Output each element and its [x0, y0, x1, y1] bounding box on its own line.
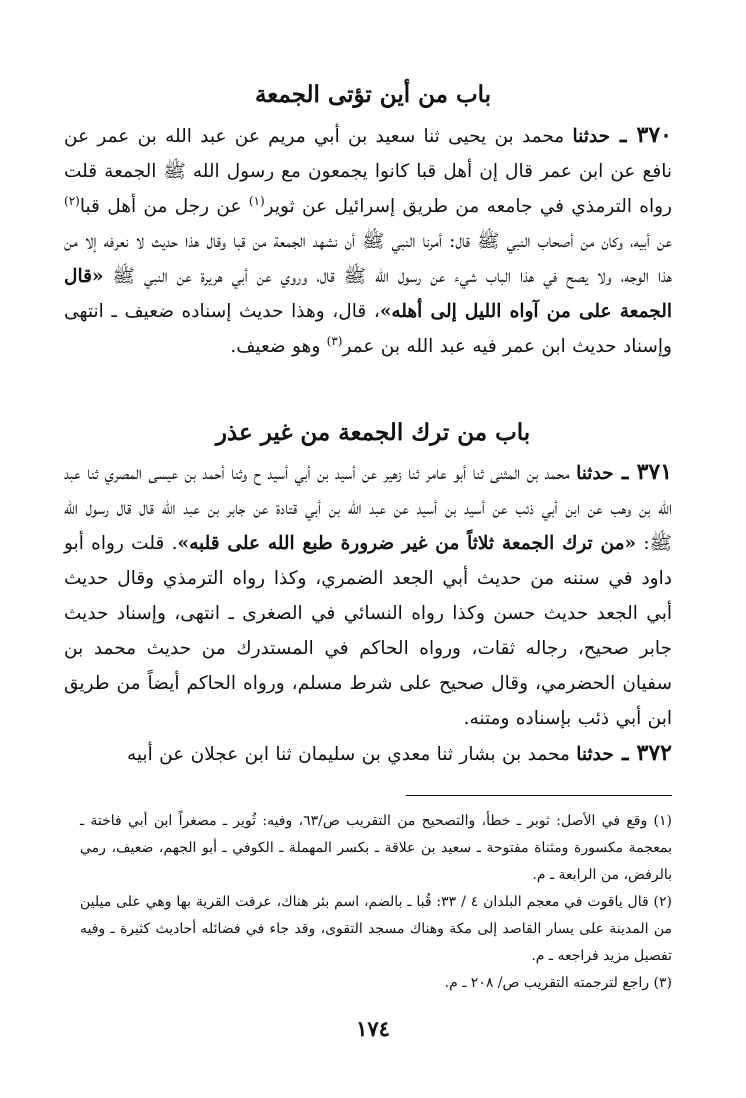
hadith-371 [64, 455, 672, 736]
text: محمد بن يحيى ثنا سعيد بن أبي مريم عن عبد الله بن عمر عن نافع عن ابن عمر قال إن أهل قبا كانوا يجمعون مع رسول الله ﷺ الجمعة قلت رواه الترمذي في جامعه من طريق إسرائيل عن ثوير [64, 126, 672, 217]
hadith-370 [64, 118, 672, 364]
hadith-number: ٣٧٢ [636, 740, 672, 766]
footnote-ref-2[interactable]: (٢) [64, 193, 80, 208]
hadith-number: ٣٧١ [636, 459, 673, 485]
dash: ـ [613, 740, 637, 766]
hadith-number: ٣٧٠ [636, 122, 672, 148]
haddathana-keyword: حدثنا [576, 744, 614, 765]
prophetic-quote: «قال الجمعة على من آواه الليل إلى أهله» [64, 266, 672, 322]
text: محمد بن بشار ثنا معدي بن سليمان ثنا ابن عجلان عن أبيه [126, 744, 577, 765]
chapter-heading: باب من أين تؤتى الجمعة [254, 81, 492, 108]
text: محمد بن المثنى ثنا أبو عامر ثنا زهير عن أسيد بن أبي أسيد ح وثنا أحمد بن عيسى المصري ثنا عبد الله بن وهب عن ابن أبي ذئب عن أسيد بن أسيد عن عبد الله بن أبي قتادة عن جابر بن عبد الله قال قال رسول الله ﷺ: [64, 463, 672, 554]
footnotes [80, 808, 672, 997]
text: عن رجل من أهل قبا [79, 196, 249, 217]
haddathana-keyword: حدثنا [572, 126, 610, 147]
text: عن أبيه، وكان من أصحاب النبي ﷺ قال: أمرنا النبي ﷺ أن نشهد الجمعة من قبا وقال هذا حديث لا نعرفه إلا من هذا الوجه، ولا يصح في هذا الباب شيء عن رسول الله ﷺ قال، وروي عن أبي هريرة عن النبي ﷺ [64, 231, 672, 287]
chapter-heading: باب من ترك الجمعة من غير عذر [215, 419, 531, 446]
footnote-ref-3[interactable]: (٣) [326, 333, 343, 348]
page-number: ١٧٤ [356, 1016, 390, 1041]
text: وهو ضعيف. [230, 336, 327, 357]
prophetic-quote: «من ترك الجمعة ثلاثاً من غير ضرورة طبع الله على قلبه» [177, 533, 637, 554]
text: . قلت رواه أبو داود في سننه من حديث أبي الجعد الضمري، وكذا رواه الترمذي وقال حديث أبي الجعد حديث حسن وكذا رواه النسائي في الصغرى ـ انتهى، وإسناد حديث جابر صحيح، رجاله ثقات، ورواه الحاكم في المستدرك من حديث محمد بن سفيان الحضرمي، وقال صحيح على شرط مسلم، ورواه الحاكم أيضاً من طريق ابن أبي ذئب بإسناده ومتنه. [64, 533, 672, 729]
hadith-372 [64, 736, 672, 772]
footnote-1: (١) وقع في الأصل: ثوبر ـ خطأ، والتصحيح من التقريب ص/٦٣، وفيه: ثُوير ـ مصغراً ابن أبي فاختة ـ بمعجمة مكسورة ومثناة مفتوحة ـ سعيد بن علاقة ـ بكسر المهملة ـ الكوفي ـ أبو الجهم، ضعيف، رمي بالرفض، من الرابعة ـ م. [80, 813, 672, 883]
footnote-divider [406, 795, 672, 796]
footnote-ref-1[interactable]: (١) [248, 193, 265, 208]
footnote-3: (٣) راجع لترجمته التقريب ص/ ٢٠٨ ـ م. [444, 975, 672, 991]
text: ، قال، وهذا حديث إسناده ضعيف ـ انتهى وإسناد حديث ابن عمر فيه عبد الله بن عمر [64, 301, 672, 357]
haddathana-keyword: حدثنا [576, 463, 614, 484]
dash: ـ [613, 459, 637, 485]
dash: ـ [610, 122, 637, 148]
footnote-2: (٢) قال ياقوت في معجم البلدان ٤ / ٣٣: قُبا ـ بالضم، اسم بئر هناك، عرفت القرية بها وهي على ميلين من المدينة على يسار القاصد إلى مكة وهناك مسجد التقوى، وقد جاء في فضائله أحاديث كثيرة ـ وفيه تفصيل مزيد فراجعه ـ م. [80, 894, 673, 964]
